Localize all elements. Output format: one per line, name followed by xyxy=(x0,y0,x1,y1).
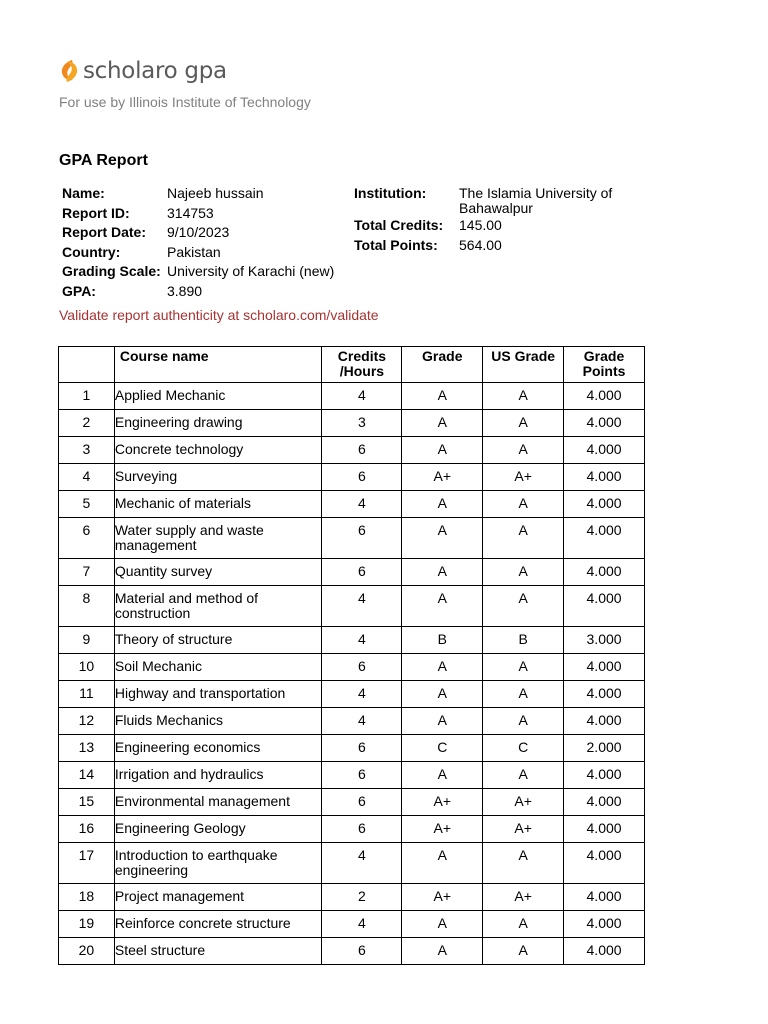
info-value: The Islamia University of Bahawalpur xyxy=(459,185,613,216)
course-grade-points: 4.000 xyxy=(564,816,645,843)
course-credits: 4 xyxy=(322,681,402,708)
table-row xyxy=(59,789,645,816)
course-credits: 4 xyxy=(322,586,402,627)
course-index: 14 xyxy=(59,762,115,789)
table-row xyxy=(59,464,645,491)
table-row xyxy=(59,410,645,437)
info-row-report-date xyxy=(62,223,334,243)
course-grade: A+ xyxy=(402,789,483,816)
course-index: 17 xyxy=(59,843,115,884)
course-us-grade: A+ xyxy=(483,816,564,843)
course-credits: 6 xyxy=(322,762,402,789)
course-us-grade: A xyxy=(483,410,564,437)
course-credits: 4 xyxy=(322,843,402,884)
course-us-grade: A+ xyxy=(483,884,564,911)
course-index: 4 xyxy=(59,464,115,491)
course-credits: 4 xyxy=(322,911,402,938)
course-name: Project management xyxy=(114,884,322,911)
info-row-institution xyxy=(354,184,634,216)
table-row xyxy=(59,383,645,410)
course-grade: A xyxy=(402,437,483,464)
info-value: 564.00 xyxy=(459,236,502,253)
course-name: Concrete technology xyxy=(114,437,322,464)
table-row xyxy=(59,559,645,586)
course-index: 10 xyxy=(59,654,115,681)
course-us-grade: A xyxy=(483,762,564,789)
table-row xyxy=(59,518,645,559)
info-value: University of Karachi (new) xyxy=(167,263,335,280)
info-row-name xyxy=(62,184,334,204)
course-us-grade: A xyxy=(483,938,564,965)
info-label: Country: xyxy=(62,243,121,260)
course-name: Surveying xyxy=(114,464,322,491)
course-grade-points: 4.000 xyxy=(564,383,645,410)
course-index: 6 xyxy=(59,518,115,559)
course-name: Reinforce concrete structure xyxy=(114,911,322,938)
course-grade-points: 4.000 xyxy=(564,410,645,437)
course-grade: A xyxy=(402,708,483,735)
info-row-grading-scale xyxy=(62,262,334,282)
course-credits: 4 xyxy=(322,708,402,735)
header-grade: Grade xyxy=(402,347,483,383)
course-index: 9 xyxy=(59,627,115,654)
table-row xyxy=(59,884,645,911)
course-credits: 6 xyxy=(322,735,402,762)
course-credits: 6 xyxy=(322,816,402,843)
course-credits: 4 xyxy=(322,383,402,410)
course-grade-points: 4.000 xyxy=(564,884,645,911)
report-info-right xyxy=(354,184,634,255)
course-grade: A xyxy=(402,518,483,559)
course-name: Mechanic of materials xyxy=(114,491,322,518)
info-label: Total Credits: xyxy=(354,217,444,233)
course-name: Water supply and waste management xyxy=(114,518,322,559)
header-index xyxy=(59,347,115,383)
course-credits: 4 xyxy=(322,627,402,654)
course-us-grade: B xyxy=(483,627,564,654)
course-name: Highway and transportation xyxy=(114,681,322,708)
course-us-grade: A xyxy=(483,681,564,708)
course-name: Steel structure xyxy=(114,938,322,965)
course-credits: 6 xyxy=(322,938,402,965)
table-header-row xyxy=(59,347,645,383)
course-grade-points: 4.000 xyxy=(564,762,645,789)
table-row xyxy=(59,437,645,464)
course-index: 2 xyxy=(59,410,115,437)
info-row-country xyxy=(62,243,334,263)
course-grade: A xyxy=(402,383,483,410)
course-name: Soil Mechanic xyxy=(114,654,322,681)
table-row xyxy=(59,627,645,654)
report-info-left xyxy=(62,184,334,302)
course-index: 13 xyxy=(59,735,115,762)
course-index: 18 xyxy=(59,884,115,911)
course-index: 19 xyxy=(59,911,115,938)
course-grade-points: 4.000 xyxy=(564,843,645,884)
course-grade-points: 4.000 xyxy=(564,681,645,708)
course-credits: 3 xyxy=(322,410,402,437)
course-name: Introduction to earthquake engineering xyxy=(114,843,322,884)
table-row xyxy=(59,911,645,938)
course-grade-points: 4.000 xyxy=(564,491,645,518)
course-credits: 6 xyxy=(322,559,402,586)
course-name: Applied Mechanic xyxy=(114,383,322,410)
course-grade-points: 4.000 xyxy=(564,654,645,681)
course-index: 1 xyxy=(59,383,115,410)
courses-table xyxy=(58,346,645,965)
course-credits: 6 xyxy=(322,518,402,559)
course-grade: A xyxy=(402,491,483,518)
course-grade: C xyxy=(402,735,483,762)
course-index: 16 xyxy=(59,816,115,843)
course-index: 5 xyxy=(59,491,115,518)
info-label: Name: xyxy=(62,185,105,201)
scholaro-logo xyxy=(58,58,227,84)
info-label: Total Points: xyxy=(354,236,438,253)
info-value: Najeeb hussain xyxy=(167,185,264,201)
course-grade-points: 4.000 xyxy=(564,559,645,586)
header-course-name: Course name xyxy=(114,347,322,383)
table-row xyxy=(59,708,645,735)
courses-table-body xyxy=(59,383,645,965)
course-us-grade: A xyxy=(483,654,564,681)
course-name: Irrigation and hydraulics xyxy=(114,762,322,789)
course-us-grade: A+ xyxy=(483,789,564,816)
course-us-grade: A xyxy=(483,383,564,410)
table-row xyxy=(59,762,645,789)
table-row xyxy=(59,491,645,518)
course-grade-points: 4.000 xyxy=(564,586,645,627)
course-grade: A xyxy=(402,586,483,627)
course-us-grade: A xyxy=(483,708,564,735)
header-grade-points: Grade Points xyxy=(564,347,645,383)
info-value: 9/10/2023 xyxy=(167,224,230,241)
course-credits: 4 xyxy=(322,491,402,518)
course-grade: A xyxy=(402,843,483,884)
info-value: 3.890 xyxy=(167,282,203,299)
header-credits: Credits /Hours xyxy=(322,347,402,383)
validate-link[interactable]: Validate report authenticity at scholaro.com/validate xyxy=(59,307,379,323)
logo-text: scholaro gpa xyxy=(83,58,227,84)
course-credits: 2 xyxy=(322,884,402,911)
course-us-grade: A xyxy=(483,911,564,938)
info-row-total-credits xyxy=(354,216,634,236)
table-row xyxy=(59,735,645,762)
header-us-grade: US Grade xyxy=(483,347,564,383)
course-us-grade: C xyxy=(483,735,564,762)
course-grade: A xyxy=(402,762,483,789)
course-grade-points: 4.000 xyxy=(564,938,645,965)
course-us-grade: A xyxy=(483,518,564,559)
course-index: 11 xyxy=(59,681,115,708)
course-credits: 6 xyxy=(322,789,402,816)
course-grade: A+ xyxy=(402,464,483,491)
info-label: Institution: xyxy=(354,185,427,201)
course-name: Theory of structure xyxy=(114,627,322,654)
course-us-grade: A xyxy=(483,843,564,884)
course-grade: A+ xyxy=(402,816,483,843)
course-grade: A xyxy=(402,911,483,938)
course-credits: 6 xyxy=(322,464,402,491)
course-name: Quantity survey xyxy=(114,559,322,586)
info-label: Report Date: xyxy=(62,224,147,241)
course-grade-points: 2.000 xyxy=(564,735,645,762)
info-label: GPA: xyxy=(62,282,96,299)
course-grade-points: 4.000 xyxy=(564,708,645,735)
course-name: Engineering Geology xyxy=(114,816,322,843)
course-grade: A xyxy=(402,559,483,586)
info-label: Report ID: xyxy=(62,204,130,221)
course-index: 12 xyxy=(59,708,115,735)
course-index: 7 xyxy=(59,559,115,586)
table-row xyxy=(59,654,645,681)
course-us-grade: A xyxy=(483,586,564,627)
course-index: 3 xyxy=(59,437,115,464)
table-row xyxy=(59,681,645,708)
institution-subtitle: For use by Illinois Institute of Technology xyxy=(59,94,311,110)
course-name: Engineering drawing xyxy=(114,410,322,437)
course-grade-points: 4.000 xyxy=(564,518,645,559)
course-us-grade: A+ xyxy=(483,464,564,491)
course-grade-points: 4.000 xyxy=(564,464,645,491)
course-name: Material and method of construction xyxy=(114,586,322,627)
info-value: 314753 xyxy=(167,204,214,221)
table-row xyxy=(59,938,645,965)
course-grade: A xyxy=(402,681,483,708)
info-row-total-points xyxy=(354,236,634,256)
course-us-grade: A xyxy=(483,559,564,586)
course-grade-points: 4.000 xyxy=(564,789,645,816)
info-row-gpa xyxy=(62,282,334,302)
course-grade-points: 4.000 xyxy=(564,911,645,938)
table-row xyxy=(59,586,645,627)
course-index: 8 xyxy=(59,586,115,627)
course-name: Environmental management xyxy=(114,789,322,816)
course-credits: 6 xyxy=(322,437,402,464)
info-value: 145.00 xyxy=(459,217,502,233)
course-name: Engineering economics xyxy=(114,735,322,762)
course-grade: A+ xyxy=(402,884,483,911)
course-grade: A xyxy=(402,654,483,681)
table-row xyxy=(59,843,645,884)
report-title: GPA Report xyxy=(59,152,148,169)
course-grade: B xyxy=(402,627,483,654)
info-row-report-id xyxy=(62,204,334,224)
course-credits: 6 xyxy=(322,654,402,681)
course-index: 15 xyxy=(59,789,115,816)
table-row xyxy=(59,816,645,843)
course-us-grade: A xyxy=(483,491,564,518)
course-index: 20 xyxy=(59,938,115,965)
course-grade-points: 4.000 xyxy=(564,437,645,464)
info-value: Pakistan xyxy=(167,243,221,260)
course-grade-points: 3.000 xyxy=(564,627,645,654)
scholaro-swirl-icon xyxy=(58,58,82,84)
info-label: Grading Scale: xyxy=(62,263,161,280)
course-us-grade: A xyxy=(483,437,564,464)
course-grade: A xyxy=(402,410,483,437)
course-name: Fluids Mechanics xyxy=(114,708,322,735)
course-grade: A xyxy=(402,938,483,965)
